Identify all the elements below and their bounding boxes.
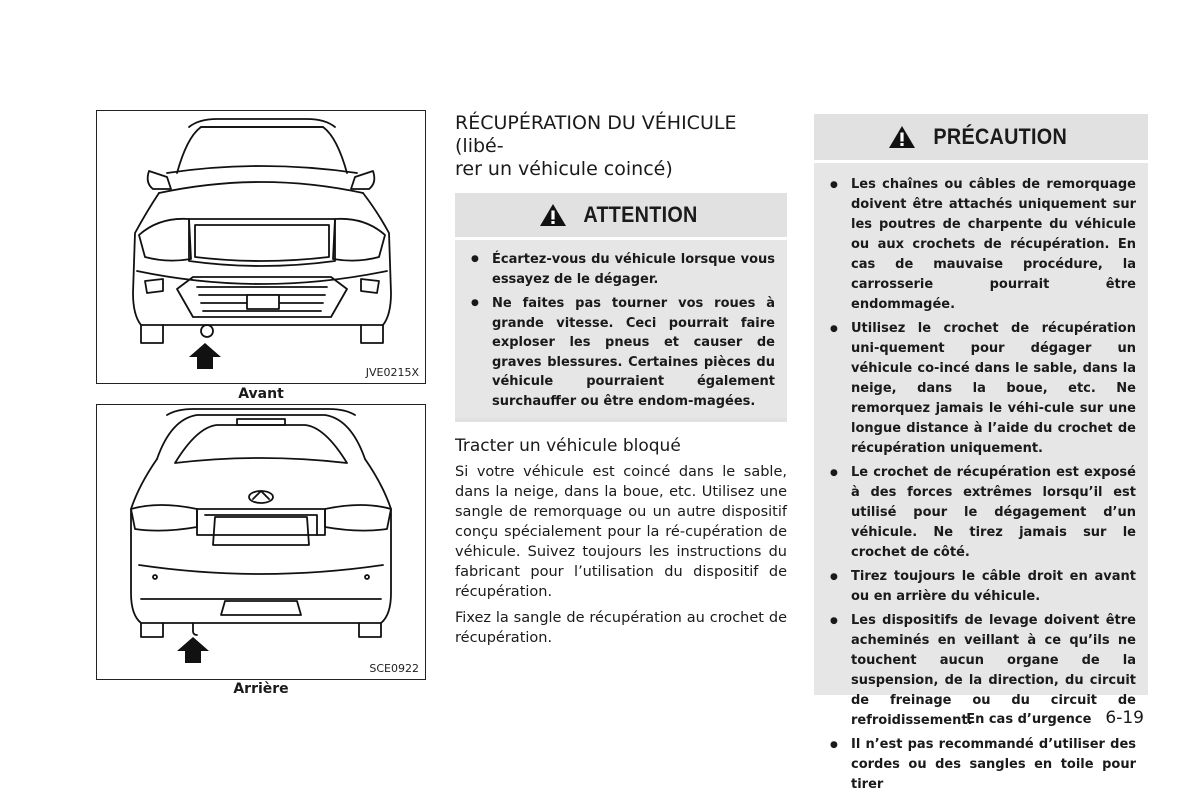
middle-column [455,112,787,654]
figure-code: JVE0215X [365,366,419,379]
warning-triangle-icon [888,125,916,149]
body-paragraph: Si votre véhicule est coincé dans le sable, dans la neige, dans la boue, etc. Utilisez une sangle de remorquage ou un autre dispositif conçu spécialement pour la ré-cupération de véhicule. Suivez toujours les instructions du fabricant pour l’utilisation du dispositif de récupération. [455,464,787,600]
figure-code: SCE0922 [369,662,419,675]
caution-item: ● Tirez toujours le câble droit en avant ou en arrière du véhicule. [826,567,1136,607]
attention-list [467,250,775,411]
figure-front-vehicle [96,110,426,384]
caution-item: ● Les dispositifs de levage doivent être acheminés en veillant à ce qu’ils ne touchent aucun organe de la suspension, de la direction, du circuit de freinage ou du circuit de refroidissement. [826,611,1136,731]
caution-label: PRÉCAUTION [933,124,1067,149]
subheading: Tracter un véhicule bloqué [455,436,681,456]
caution-item: ● Les chaînes ou câbles de remorquage doivent être attachés uniquement sur les poutres de charpente du véhicule ou aux crochets de récupération. En cas de mauvaise procédure, la carrosserie pourrait être endommagée. [826,175,1136,315]
caution-item: ● Utilisez le crochet de récupération uni-quement pour dégager un véhicule co-incé dans le sable, dans la neige, dans la boue, etc. Ne remorquez jamais le véhi-cule sur une longue distance à l’aide du crochet de récupération uniquement. [826,319,1136,459]
footer-section-name: En cas d’urgence [966,712,1092,727]
caution-item: ● Il n’est pas recommandé d’utiliser des cordes ou des sangles en toile pour tirer [826,735,1136,795]
section-title-line1: RÉCUPÉRATION DU VÉHICULE (libé- [455,112,737,157]
body-paragraph: Fixez la sangle de récupération au crochet de récupération. [455,610,787,646]
caution-header [814,114,1148,160]
figure-rear-vehicle [96,404,426,680]
page-number: 6-19 [1105,708,1144,728]
rear-vehicle-illustration [97,405,425,679]
caution-list [826,175,1136,795]
section-title-line2: rer un véhicule coincé) [455,158,673,180]
attention-label: ATTENTION [582,202,698,227]
warning-triangle-icon [539,203,567,227]
page-footer [966,708,1144,728]
attention-item: ● Écartez-vous du véhicule lorsque vous essayez de le dégager. [467,250,775,289]
attention-item: ● Ne faites pas tourner vos roues à grande vitesse. Ceci pourrait faire exploser les pneus et causer de graves blessures. Certaines pièces du véhicule pourraient également surchauffer ou être endom-magées. [467,294,775,411]
front-vehicle-illustration [97,111,425,383]
figure-caption-rear: Arrière [233,681,289,697]
caution-item: ● Le crochet de récupération est exposé à des forces extrêmes lorsqu’il est utilisé pour le dégagement d’un véhicule. Ne tirez jamais sur le crochet de côté. [826,463,1136,563]
figure-caption-front: Avant [238,386,284,402]
section-title [455,112,787,181]
attention-box [455,193,787,422]
attention-body [455,237,787,418]
attention-header [455,193,787,237]
